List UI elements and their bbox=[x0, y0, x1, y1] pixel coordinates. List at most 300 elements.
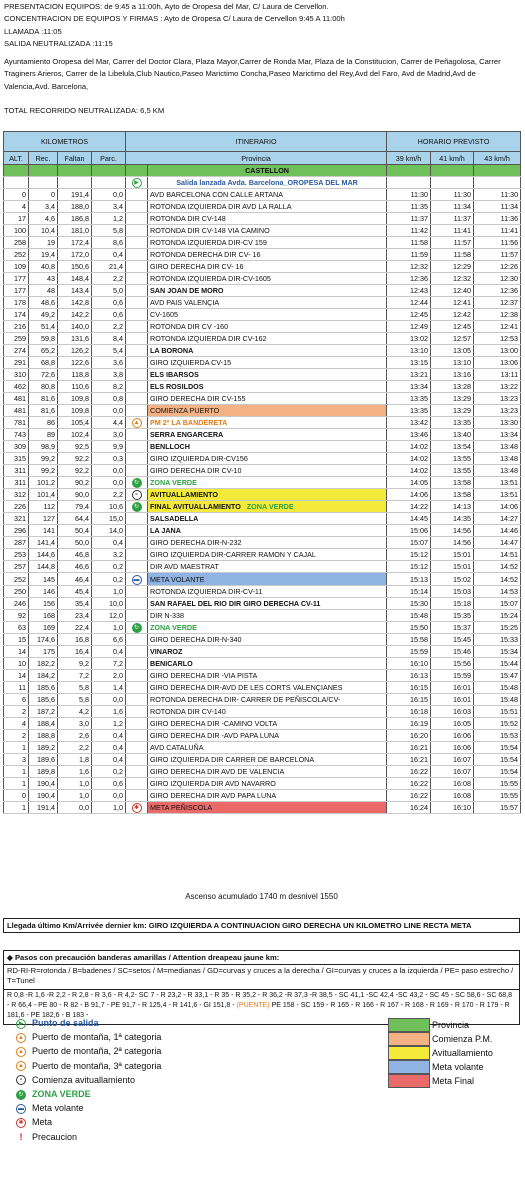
itinerary-cell bbox=[148, 477, 387, 489]
icon-cell bbox=[126, 261, 148, 273]
rec-cell: 168 bbox=[29, 609, 58, 621]
table-row bbox=[4, 681, 521, 693]
faltan-cell: 188,0 bbox=[58, 201, 92, 213]
time-41-cell: 13:54 bbox=[431, 441, 474, 453]
rec-cell: 141 bbox=[29, 525, 58, 537]
parc-cell: 2,0 bbox=[92, 669, 126, 681]
time-41-cell: 13:35 bbox=[431, 417, 474, 429]
alt-cell: 287 bbox=[4, 537, 29, 549]
itinerary-cell bbox=[148, 213, 387, 225]
alt-cell: 3 bbox=[4, 753, 29, 765]
start-icon: ▶ bbox=[132, 178, 142, 187]
itinerary-cell bbox=[148, 369, 387, 381]
legend-item bbox=[14, 1044, 161, 1058]
time-39-cell: 13:35 bbox=[387, 405, 431, 417]
itinerary-text: ELS IBARSOS bbox=[150, 370, 199, 380]
rec-cell: 99,2 bbox=[29, 465, 58, 477]
icon-cell bbox=[126, 681, 148, 693]
itinerary-text: GIRO IZQUIERDA DIR-CV156 bbox=[150, 454, 248, 464]
time-41-cell: 15:02 bbox=[431, 573, 474, 585]
faltan-cell: 2,2 bbox=[58, 741, 92, 753]
parc-cell: 0,4 bbox=[92, 741, 126, 753]
table-row bbox=[4, 237, 521, 249]
icon-cell bbox=[126, 765, 148, 777]
legend-label: Comienza avituallamiento bbox=[32, 1074, 136, 1085]
itinerary-text: SALSADELLA bbox=[150, 514, 199, 524]
green-zone-icon: ↻ bbox=[132, 623, 142, 632]
time-39-cell: 12:44 bbox=[387, 297, 431, 309]
faltan-cell: 46,6 bbox=[58, 561, 92, 573]
rec-cell: 156 bbox=[29, 597, 58, 609]
rec-cell: 19 bbox=[29, 237, 58, 249]
itinerary-cell bbox=[148, 489, 387, 501]
legend-label: Punto de salida bbox=[32, 1018, 99, 1028]
time-43-cell: 13:11 bbox=[474, 369, 521, 381]
itinerary-text: AVD BARCELONA CON CALLE ARTANA bbox=[150, 190, 284, 200]
alt-cell: 258 bbox=[4, 237, 29, 249]
rec-cell: 145 bbox=[29, 573, 58, 585]
rec-cell: 191,4 bbox=[29, 801, 58, 813]
time-41-cell: 12:57 bbox=[431, 333, 474, 345]
parc-cell: 0,0 bbox=[92, 465, 126, 477]
time-43-cell: 11:56 bbox=[474, 237, 521, 249]
time-41-cell: 16:06 bbox=[431, 729, 474, 741]
table-row bbox=[4, 573, 521, 585]
time-39-cell: 12:49 bbox=[387, 321, 431, 333]
time-39-cell: 12:45 bbox=[387, 309, 431, 321]
time-43-cell: 14:46 bbox=[474, 525, 521, 537]
icon-cell bbox=[126, 165, 148, 177]
time-39-cell: 13:02 bbox=[387, 333, 431, 345]
sprint-icon: ▬ bbox=[18, 1105, 24, 1112]
itinerary-text: GIRO DERECHA DIR CV-10 bbox=[150, 466, 242, 476]
icon-cell bbox=[126, 345, 148, 357]
table-row bbox=[4, 717, 521, 729]
time-41-cell: 13:28 bbox=[431, 381, 474, 393]
itinerary-text: META PEÑISCOLA bbox=[150, 802, 213, 812]
table-row bbox=[4, 369, 521, 381]
finish-icon: ✱ bbox=[14, 1115, 28, 1129]
parc-cell: 6,6 bbox=[92, 633, 126, 645]
time-39-cell: 16:22 bbox=[387, 789, 431, 801]
rec-cell: 101,4 bbox=[29, 489, 58, 501]
alt-cell: 2 bbox=[4, 705, 29, 717]
itinerary-cell bbox=[148, 537, 387, 549]
time-41-cell: 15:45 bbox=[431, 633, 474, 645]
table-row bbox=[4, 393, 521, 405]
alt-cell: 4 bbox=[4, 717, 29, 729]
time-43-cell: 13:48 bbox=[474, 453, 521, 465]
alt-cell: 14 bbox=[4, 645, 29, 657]
time-41-cell: 13:55 bbox=[431, 465, 474, 477]
green-zone-icon: ↻ bbox=[132, 478, 142, 487]
time-41-cell: 15:35 bbox=[431, 609, 474, 621]
rec-cell: 190,4 bbox=[29, 777, 58, 789]
itinerary-cell bbox=[148, 657, 387, 669]
rec-cell bbox=[29, 177, 58, 189]
alt-cell: 481 bbox=[4, 393, 29, 405]
rec-cell: 4,6 bbox=[29, 213, 58, 225]
icon-cell bbox=[126, 597, 148, 609]
icon-cell bbox=[126, 405, 148, 417]
faltan-cell: 5,8 bbox=[58, 693, 92, 705]
time-43-cell: 13:51 bbox=[474, 489, 521, 501]
faltan-cell: 148,4 bbox=[58, 273, 92, 285]
speed-43-header: 43 km/h bbox=[474, 152, 521, 165]
parc-cell: 10,0 bbox=[92, 597, 126, 609]
itinerary-cell bbox=[148, 393, 387, 405]
time-41-cell: 13:29 bbox=[431, 405, 474, 417]
parc-cell: 1,4 bbox=[92, 681, 126, 693]
icon-cell bbox=[126, 537, 148, 549]
parc-cell bbox=[92, 165, 126, 177]
parc-cell bbox=[92, 177, 126, 189]
parc-cell: 5,0 bbox=[92, 285, 126, 297]
time-39-cell: 14:05 bbox=[387, 477, 431, 489]
parc-cell: 3,0 bbox=[92, 429, 126, 441]
swatch-label: Meta Final bbox=[432, 1076, 475, 1086]
icon-cell bbox=[126, 789, 148, 801]
legend-label: Puerto de montaña, 2ª categoria bbox=[32, 1046, 162, 1057]
warning-icon: ! bbox=[19, 1131, 23, 1142]
table-row bbox=[4, 201, 521, 213]
mountain-1-icon: ▲ bbox=[14, 1030, 28, 1044]
table-row bbox=[4, 165, 521, 177]
time-39-cell: 16:22 bbox=[387, 777, 431, 789]
time-39-cell: 16:21 bbox=[387, 741, 431, 753]
time-41-cell: 15:03 bbox=[431, 585, 474, 597]
icon-cell bbox=[126, 573, 148, 585]
time-41-cell: 13:29 bbox=[431, 393, 474, 405]
parc-cell: 8,4 bbox=[92, 333, 126, 345]
alt-cell: 310 bbox=[4, 369, 29, 381]
itinerary-cell bbox=[148, 297, 387, 309]
icon-cell bbox=[126, 357, 148, 369]
faltan-cell: 22,4 bbox=[58, 621, 92, 633]
itinerary-text: VINAROZ bbox=[150, 646, 183, 656]
time-41-cell: 11:30 bbox=[431, 189, 474, 201]
icon-cell bbox=[126, 549, 148, 561]
time-39-cell: 11:35 bbox=[387, 201, 431, 213]
faltan-cell: 64,4 bbox=[58, 513, 92, 525]
time-41-cell: 11:58 bbox=[431, 249, 474, 261]
time-39-cell: 14:02 bbox=[387, 441, 431, 453]
faltan-cell: 79,4 bbox=[58, 501, 92, 513]
faltan-cell: 7,2 bbox=[58, 669, 92, 681]
faltan-cell bbox=[58, 165, 92, 177]
swatch-color bbox=[388, 1074, 430, 1088]
time-41-cell: 14:56 bbox=[431, 525, 474, 537]
icon-cell bbox=[126, 369, 148, 381]
time-41-cell: 13:40 bbox=[431, 429, 474, 441]
itinerary-text: ROTONDA IZQUIERDA DIR CV-162 bbox=[150, 334, 267, 344]
time-43-cell: 11:36 bbox=[474, 213, 521, 225]
itinerary-cell bbox=[148, 573, 387, 585]
time-43-cell: 11:41 bbox=[474, 225, 521, 237]
parc-cell: 5,8 bbox=[92, 225, 126, 237]
time-39-cell: 13:10 bbox=[387, 345, 431, 357]
parc-cell: 5,4 bbox=[92, 345, 126, 357]
alt-cell: 1 bbox=[4, 765, 29, 777]
time-43-cell: 15:33 bbox=[474, 633, 521, 645]
faltan-cell: 1,8 bbox=[58, 753, 92, 765]
legend-item bbox=[14, 1115, 161, 1129]
icon-cell bbox=[126, 633, 148, 645]
legend-label: Precaucion bbox=[32, 1131, 78, 1142]
rec-cell: 189,6 bbox=[29, 753, 58, 765]
time-43-cell: 12:53 bbox=[474, 333, 521, 345]
time-39-cell: 14:02 bbox=[387, 453, 431, 465]
table-row bbox=[4, 621, 521, 633]
time-39-cell: 11:58 bbox=[387, 237, 431, 249]
table-row bbox=[4, 513, 521, 525]
time-41-cell: 12:29 bbox=[431, 261, 474, 273]
legend-item bbox=[14, 1073, 161, 1087]
time-39-cell: 15:50 bbox=[387, 621, 431, 633]
time-43-cell: 15:55 bbox=[474, 789, 521, 801]
icon-cell bbox=[126, 489, 148, 501]
faltan-cell: 2,6 bbox=[58, 729, 92, 741]
table-row bbox=[4, 633, 521, 645]
itinerary-text: ROTONDA DIR CV-140 bbox=[150, 706, 226, 716]
time-41-cell: 14:56 bbox=[431, 537, 474, 549]
faltan-cell: 1,0 bbox=[58, 789, 92, 801]
time-43-cell: 15:47 bbox=[474, 669, 521, 681]
itinerary-cell bbox=[148, 441, 387, 453]
table-row bbox=[4, 429, 521, 441]
faltan-cell: 109,8 bbox=[58, 393, 92, 405]
rec-cell: 184,2 bbox=[29, 669, 58, 681]
faltan-cell: 143,4 bbox=[58, 285, 92, 297]
parc-cell: 1,0 bbox=[92, 801, 126, 813]
itinerary-text: FINAL AVITUALLAMIENTO bbox=[150, 502, 241, 512]
alt-cell bbox=[4, 177, 29, 189]
alt-header: ALT. bbox=[4, 152, 29, 165]
table-row bbox=[4, 669, 521, 681]
time-41-cell bbox=[431, 165, 474, 177]
parc-cell: 0,2 bbox=[92, 561, 126, 573]
itinerary-text: GIRO DERECHA DIR CV-155 bbox=[150, 394, 246, 404]
time-43-cell bbox=[474, 165, 521, 177]
faltan-cell: 16,4 bbox=[58, 645, 92, 657]
table-row bbox=[4, 693, 521, 705]
parc-cell: 12,0 bbox=[92, 609, 126, 621]
alt-cell: 274 bbox=[4, 345, 29, 357]
time-43-cell: 14:47 bbox=[474, 537, 521, 549]
alt-cell: 312 bbox=[4, 489, 29, 501]
alt-cell: 253 bbox=[4, 549, 29, 561]
itinerary-text: DIR N-338 bbox=[150, 610, 184, 620]
itinerary-text: SAN JOAN DE MORO bbox=[150, 286, 224, 296]
time-39-cell: 13:21 bbox=[387, 369, 431, 381]
icon-cell bbox=[126, 717, 148, 729]
time-39-cell: 15:48 bbox=[387, 609, 431, 621]
swatch-color bbox=[388, 1032, 430, 1046]
parc-header: Parc. bbox=[92, 152, 126, 165]
time-39-cell: 16:10 bbox=[387, 657, 431, 669]
time-39-cell: 11:42 bbox=[387, 225, 431, 237]
time-39-cell: 13:42 bbox=[387, 417, 431, 429]
parc-cell: 2,2 bbox=[92, 321, 126, 333]
itinerary-text: Salida lanzada Avda. Barcelona_OROPESA DEL MAR bbox=[176, 178, 358, 188]
itinerary-cell bbox=[148, 453, 387, 465]
faltan-cell: 35,4 bbox=[58, 597, 92, 609]
parc-cell: 3,8 bbox=[92, 369, 126, 381]
time-43-cell: 13:51 bbox=[474, 477, 521, 489]
icon-cell bbox=[126, 669, 148, 681]
swatch-label: Comienza P.M. bbox=[432, 1034, 493, 1044]
itinerary-cell bbox=[148, 705, 387, 717]
faltan-cell: 105,4 bbox=[58, 417, 92, 429]
time-39-cell: 12:36 bbox=[387, 273, 431, 285]
faltan-cell: 1,0 bbox=[58, 777, 92, 789]
icon-legend bbox=[14, 1016, 161, 1144]
time-41-cell: 12:45 bbox=[431, 321, 474, 333]
time-41-cell: 12:41 bbox=[431, 297, 474, 309]
itinerary-cell bbox=[148, 609, 387, 621]
time-43-cell: 13:34 bbox=[474, 429, 521, 441]
itinerary-text: COMIENZA PUERTO bbox=[150, 406, 220, 416]
time-39-cell: 15:07 bbox=[387, 537, 431, 549]
faltan-cell: 172,4 bbox=[58, 237, 92, 249]
faltan-cell: 172,0 bbox=[58, 249, 92, 261]
itinerary-cell bbox=[148, 381, 387, 393]
faltan-header: Faltan bbox=[58, 152, 92, 165]
finish-icon: ✱ bbox=[132, 803, 142, 812]
alt-cell: 2 bbox=[4, 729, 29, 741]
time-43-cell: 14:27 bbox=[474, 513, 521, 525]
rec-cell: 86 bbox=[29, 417, 58, 429]
itinerary-cell bbox=[148, 513, 387, 525]
itinerary-cell bbox=[148, 357, 387, 369]
faltan-cell: 9,2 bbox=[58, 657, 92, 669]
table-row bbox=[4, 477, 521, 489]
itinerary-text: SAN RAFAEL DEL RIO DIR GIRO DERECHA CV-11 bbox=[150, 598, 321, 608]
mountain-3-icon: ▲ bbox=[14, 1059, 28, 1073]
time-39-cell: 16:15 bbox=[387, 693, 431, 705]
rec-cell: 175 bbox=[29, 645, 58, 657]
time-41-cell: 15:46 bbox=[431, 645, 474, 657]
time-41-cell: 13:55 bbox=[431, 453, 474, 465]
alt-cell: 296 bbox=[4, 525, 29, 537]
time-39-cell: 15:30 bbox=[387, 597, 431, 609]
rec-cell: 19,4 bbox=[29, 249, 58, 261]
time-39-cell: 15:58 bbox=[387, 633, 431, 645]
itinerary-table bbox=[3, 131, 521, 814]
itinerary-cell bbox=[148, 345, 387, 357]
time-43-cell: 11:57 bbox=[474, 249, 521, 261]
itinerary-text: GIRO DERECHA DIR AVD DE VALENCIA bbox=[150, 766, 285, 776]
mountain-2-icon: ▲ bbox=[14, 1044, 28, 1058]
horario-header: HORARIO PREVISTO bbox=[387, 132, 521, 152]
time-41-cell: 13:58 bbox=[431, 477, 474, 489]
alt-cell: 257 bbox=[4, 561, 29, 573]
parc-cell: 3,6 bbox=[92, 357, 126, 369]
table-row bbox=[4, 657, 521, 669]
time-39-cell: 14:06 bbox=[387, 489, 431, 501]
llamada: LLAMADA :11:05 bbox=[4, 26, 62, 36]
itinerary-cell bbox=[148, 777, 387, 789]
alt-cell: 781 bbox=[4, 417, 29, 429]
swatch-label: Meta volante bbox=[432, 1062, 484, 1072]
table-row bbox=[4, 645, 521, 657]
faltan-cell: 3,0 bbox=[58, 717, 92, 729]
itinerary-text: LA JANA bbox=[150, 526, 181, 536]
time-43-cell: 14:06 bbox=[474, 501, 521, 513]
itinerary-text: GIRO DERECHA DIR AVD PAPA LUNA bbox=[150, 790, 277, 800]
alt-cell: 63 bbox=[4, 621, 29, 633]
alt-cell: 17 bbox=[4, 213, 29, 225]
speed-41-header: 41 km/h bbox=[431, 152, 474, 165]
table-row bbox=[4, 405, 521, 417]
speed-39-header: 39 km/h bbox=[387, 152, 431, 165]
rec-cell: 59,8 bbox=[29, 333, 58, 345]
icon-cell bbox=[126, 645, 148, 657]
alt-cell: 246 bbox=[4, 597, 29, 609]
rec-cell: 188,8 bbox=[29, 729, 58, 741]
table-row bbox=[4, 333, 521, 345]
time-39-cell: 14:22 bbox=[387, 501, 431, 513]
time-41-cell: 15:56 bbox=[431, 657, 474, 669]
parc-cell: 0,6 bbox=[92, 309, 126, 321]
kilometros-header: KILOMETROS bbox=[4, 132, 126, 152]
rec-cell: 98,9 bbox=[29, 441, 58, 453]
itinerary-text: BENICARLO bbox=[150, 658, 193, 668]
table-row bbox=[4, 777, 521, 789]
alt-cell: 15 bbox=[4, 633, 29, 645]
table-row bbox=[4, 309, 521, 321]
alt-cell: 481 bbox=[4, 405, 29, 417]
parc-cell: 1,2 bbox=[92, 717, 126, 729]
time-39-cell: 14:45 bbox=[387, 513, 431, 525]
time-39-cell: 16:13 bbox=[387, 669, 431, 681]
table-row bbox=[4, 357, 521, 369]
parc-cell: 0,3 bbox=[92, 453, 126, 465]
time-43-cell: 14:52 bbox=[474, 561, 521, 573]
alt-cell: 252 bbox=[4, 249, 29, 261]
time-41-cell: 16:03 bbox=[431, 705, 474, 717]
legend-label: Meta volante bbox=[32, 1103, 84, 1114]
time-39-cell: 15:13 bbox=[387, 573, 431, 585]
itinerary-text: ZONA VERDE bbox=[150, 478, 197, 488]
alt-cell: 743 bbox=[4, 429, 29, 441]
icon-cell bbox=[126, 501, 148, 513]
itinerary-text: GIRO DERECHA DIR-N-340 bbox=[150, 634, 242, 644]
alt-cell: 10 bbox=[4, 657, 29, 669]
itinerary-text: GIRO DERECHA DIR-AVD DE LES CORTS VALENÇIANES bbox=[150, 682, 343, 692]
faltan-cell: 50,4 bbox=[58, 525, 92, 537]
time-41-cell: 11:41 bbox=[431, 225, 474, 237]
alt-cell bbox=[4, 165, 29, 177]
time-43-cell: 13:22 bbox=[474, 381, 521, 393]
faltan-cell: 186,8 bbox=[58, 213, 92, 225]
time-43-cell: 15:55 bbox=[474, 777, 521, 789]
alt-cell: 315 bbox=[4, 453, 29, 465]
itinerary-cell bbox=[148, 693, 387, 705]
alt-cell: 1 bbox=[4, 801, 29, 813]
itinerary-text-extra: ZONA VERDE bbox=[246, 502, 294, 512]
parc-cell: 0,4 bbox=[92, 249, 126, 261]
icon-cell bbox=[126, 393, 148, 405]
icon-cell bbox=[126, 177, 148, 189]
itinerary-cell bbox=[148, 597, 387, 609]
time-43-cell: 13:30 bbox=[474, 417, 521, 429]
faltan-cell: 92,2 bbox=[58, 465, 92, 477]
time-41-cell: 13:10 bbox=[431, 357, 474, 369]
itinerary-text: GIRO IZQUIERDA DIR AVD NAVARRO bbox=[150, 778, 276, 788]
table-row bbox=[4, 465, 521, 477]
alt-cell: 1 bbox=[4, 741, 29, 753]
